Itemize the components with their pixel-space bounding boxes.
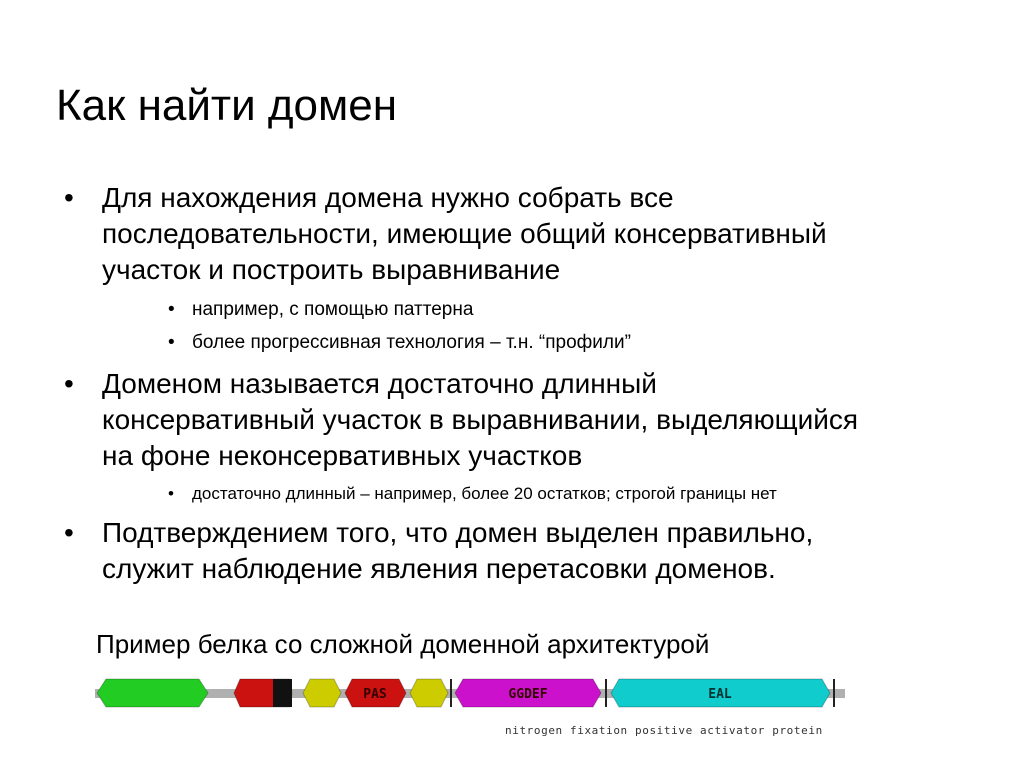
bullet-2-sub-1-marker: • bbox=[168, 484, 174, 503]
slide-title: Как найти домен bbox=[56, 81, 398, 130]
architecture-caption: Пример белка со сложной доменной архитектурой bbox=[96, 629, 710, 659]
bullet-3-line-2: служит наблюдение явления перетасовки доменов. bbox=[102, 553, 776, 584]
bullet-2-line-2: консервативный участок в выравнивании, выделяющийся bbox=[102, 404, 859, 435]
bullet-1-sub-2-marker: • bbox=[168, 332, 175, 353]
bullet-2-marker: • bbox=[64, 368, 74, 399]
bullet-1-marker: • bbox=[64, 182, 74, 213]
bullet-3-marker: • bbox=[64, 517, 74, 548]
bullet-1-sub-2-text: более прогрессивная технология – т.н. “профили” bbox=[192, 332, 631, 353]
bullet-1-line-3: участок и построить выравнивание bbox=[102, 254, 561, 285]
bullet-1-line-1: Для нахождения домена нужно собрать все bbox=[102, 182, 674, 213]
domain-ggdef-label: GGDEF bbox=[508, 687, 548, 702]
bullet-2-sub-1-text: достаточно длинный – например, более 20 остатков; строгой границы нет bbox=[192, 484, 777, 503]
bullet-3-line-1: Подтверждением того, что домен выделен правильно, bbox=[102, 517, 814, 548]
domain-red-dark-block bbox=[273, 679, 292, 707]
domain-yellow-1 bbox=[303, 679, 341, 707]
domain-pas-label: PAS bbox=[363, 687, 387, 702]
bullet-2-line-3: на фоне неконсервативных участков bbox=[102, 440, 583, 471]
domain-yellow-2 bbox=[410, 679, 448, 707]
bullet-1-line-2: последовательности, имеющие общий консервативный bbox=[102, 218, 827, 249]
bullet-1-sub-1-marker: • bbox=[168, 299, 175, 320]
bullet-1-sub-1-text: например, с помощью паттерна bbox=[192, 299, 474, 320]
bullet-2-line-1: Доменом называется достаточно длинный bbox=[102, 368, 657, 399]
domain-green bbox=[97, 679, 208, 707]
domain-eal-label: EAL bbox=[708, 687, 732, 702]
protein-name: nitrogen fixation positive activator protein bbox=[505, 724, 823, 737]
